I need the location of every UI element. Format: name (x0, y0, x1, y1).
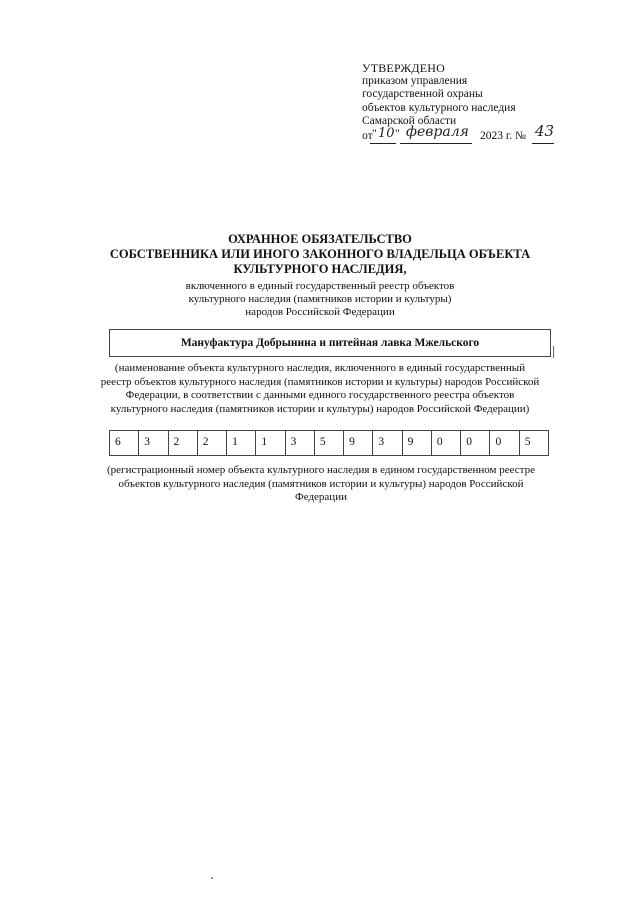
date-prefix: от (362, 130, 373, 143)
heading-line-1: ОХРАННОЕ ОБЯЗАТЕЛЬСТВО (228, 232, 412, 246)
approval-block (362, 62, 602, 148)
scan-speck (211, 877, 213, 879)
caption2-line-3: Федерации (295, 491, 347, 503)
caption1-line-3: Федерации, в соответствии с данными единого государственного реестра объектов (125, 389, 515, 401)
handwritten-month: февраля (406, 124, 469, 141)
reg-digit-cell (372, 431, 401, 455)
approval-line-1: приказом управления (362, 75, 468, 88)
subheading-line-2: культурного наследия (памятников истории и культуры) (188, 293, 452, 305)
reg-digit-cell (109, 431, 138, 455)
quote-close: " (395, 128, 400, 141)
number-underline (532, 143, 554, 144)
reg-digit: 2 (173, 436, 180, 448)
caption2-line-1: (регистрационный номер объекта культурного наследия в едином государственном реестре (107, 464, 535, 476)
reg-digit: 5 (524, 436, 531, 448)
subheading-line-3: народов Российской Федерации (245, 306, 395, 318)
document-subheading (0, 280, 640, 319)
object-name: Мануфактура Добрынина и питейная лавка Мжельского (180, 337, 480, 349)
approval-title: УТВЕРЖДЕНО (362, 61, 446, 75)
reg-digit: 3 (144, 436, 151, 448)
reg-digit-cell (519, 431, 549, 455)
year-and-number-label: 2023 г. № (480, 130, 527, 143)
reg-digit: 9 (407, 436, 414, 448)
reg-digit: 3 (378, 436, 385, 448)
reg-digit: 2 (202, 436, 209, 448)
reg-digit: 1 (261, 436, 268, 448)
reg-digit-cell (226, 431, 255, 455)
reg-digit-cell (255, 431, 284, 455)
registration-number-row (109, 430, 549, 456)
approval-line-3: объектов культурного наследия (362, 101, 516, 114)
object-name-caption (90, 362, 550, 416)
reg-digit-cell (489, 431, 518, 455)
reg-digit-cell (402, 431, 431, 455)
reg-digit: 9 (349, 436, 355, 448)
caption1-line-4: культурного наследия (памятников истории и культуры) народов Российской Федерации) (110, 402, 530, 415)
caption1-line-2: реестр объектов культурного наследия (памятников истории и культуры) народов Российской (100, 375, 540, 388)
reg-digit-cell (285, 431, 314, 455)
subheading-line-1: включенного в единый государственный реестр объектов (185, 280, 455, 292)
reg-digit: 0 (495, 436, 502, 448)
caption1-line-1: (наименование объекта культурного наследия, включенного в единый государственный (114, 362, 526, 374)
heading-line-3: КУЛЬТУРНОГО НАСЛЕДИЯ, (233, 262, 407, 276)
month-underline (400, 143, 472, 144)
reg-digit-cell (168, 431, 197, 455)
reg-digit-cell (197, 431, 226, 455)
reg-digit-cell (314, 431, 343, 455)
approval-line-2: государственной охраны (362, 88, 483, 101)
reg-digit-cell (343, 431, 372, 455)
reg-digit-cell (138, 431, 167, 455)
reg-digit: 0 (436, 436, 443, 448)
handwritten-day: 10 (378, 126, 395, 142)
reg-digit: 0 (466, 436, 472, 448)
day-underline (370, 143, 396, 144)
document-heading (0, 232, 640, 277)
reg-digit: 5 (319, 436, 326, 448)
heading-line-2: СОБСТВЕННИКА ИЛИ ИНОГО ЗАКОННОГО ВЛАДЕЛЬЦА ОБЪЕКТА (109, 247, 531, 261)
reg-digit-cell (460, 431, 489, 455)
caption2-line-2: объектов культурного наследия (памятников истории и культуры) народов Российской (118, 477, 524, 490)
reg-digit-cell (431, 431, 460, 455)
object-name-box (109, 329, 551, 357)
reg-digit: 3 (290, 436, 297, 448)
registration-number-caption (96, 464, 546, 505)
reg-digit: 6 (115, 436, 121, 448)
reg-digit: 1 (232, 436, 238, 448)
handwritten-order-number: 43 (535, 122, 555, 141)
approval-line-4: Самарской области (362, 114, 457, 127)
approval-date-number-line (362, 122, 602, 148)
quote-open: " (372, 128, 377, 141)
box-tick-mark (553, 346, 554, 358)
